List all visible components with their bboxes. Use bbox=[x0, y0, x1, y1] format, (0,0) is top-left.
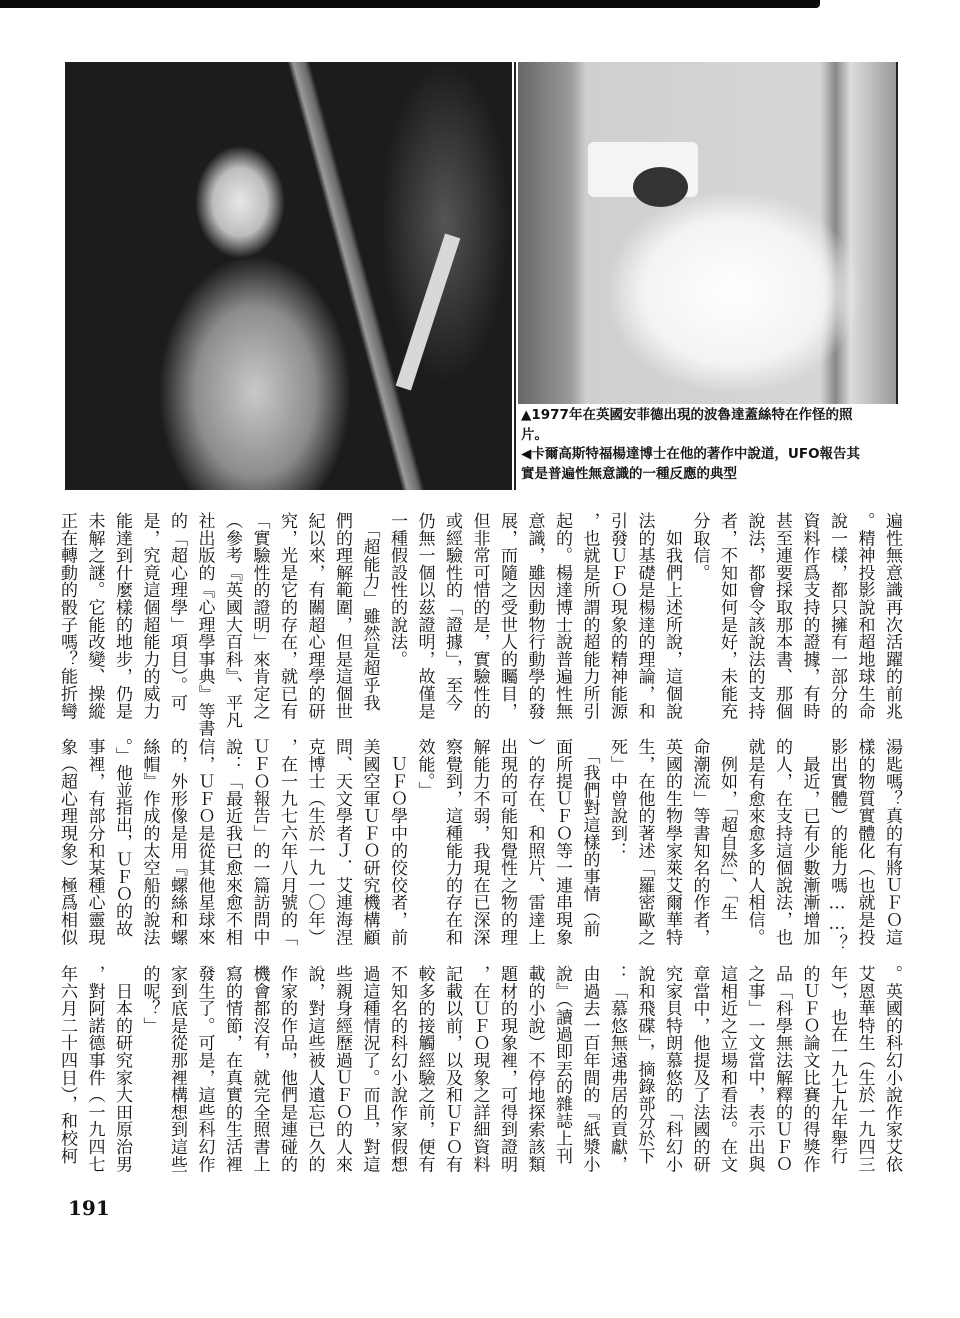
text-column: 解能力不弱，我現在已深深 bbox=[469, 738, 490, 946]
text-column: 過這種情況了。而且，對這 bbox=[359, 965, 380, 1173]
text-column: 之事」一文當中，表示出與 bbox=[744, 965, 765, 1173]
text-column: 寫的情節，在真實的生活裡 bbox=[222, 965, 242, 1173]
text-column: 發生了。可是，這些科幻作 bbox=[194, 965, 215, 1173]
photo-man-reading bbox=[65, 62, 512, 490]
text-column: ＵＦＯ學中的佼佼者，前 bbox=[387, 738, 407, 946]
text-column: 社出版的『心理學事典』等書 bbox=[194, 512, 215, 737]
text-column: 載的小說）不停地探索該類 bbox=[524, 965, 545, 1173]
text-column: 說：「最近我已愈來愈不相 bbox=[222, 738, 242, 946]
text-column: 就是有愈來愈多的人相信。 bbox=[744, 738, 765, 946]
text-column: ：「慕悠無遠弗居的貢獻， bbox=[607, 965, 627, 1173]
text-column: 年六月二十四日），和校柯 bbox=[57, 965, 77, 1165]
text-column: 甚至連要採取那本書、那個 bbox=[772, 512, 792, 720]
photo-captions bbox=[521, 406, 861, 484]
text-column: ，在ＵＦＯ現象之詳細資料 bbox=[469, 965, 490, 1173]
text-column: 絲帽』作成的太空船的說法 bbox=[139, 738, 160, 946]
text-column: 究，光是它的存在，就已有 bbox=[277, 512, 297, 720]
text-column: 作家的作品，他們是連碰的 bbox=[277, 965, 297, 1173]
text-column: 記載以前，以及和ＵＦＯ有 bbox=[442, 965, 462, 1173]
text-column: ，也就是所謂的超能力所引 bbox=[579, 512, 600, 720]
text-column: 「超能力」雖然是超乎我 bbox=[359, 512, 380, 712]
text-column: 未解之謎。它能改變、操縱 bbox=[84, 512, 105, 720]
page-number: 191 bbox=[68, 1196, 110, 1220]
text-column: 能達到什麼樣的地步，仍是 bbox=[112, 512, 132, 720]
text-column: 「我們對這樣的事情（前 bbox=[579, 738, 600, 938]
text-column: 是，究竟這個超能力的威力 bbox=[139, 512, 160, 720]
text-column: 法的基礎是楊達的理論，和 bbox=[634, 512, 655, 720]
text-column: 。精神投影說和超地球生命 bbox=[854, 512, 875, 720]
text-column: ＵＦＯ報告」的一篇訪問中 bbox=[249, 738, 270, 946]
text-column: 但非常可惜的是，實驗性的 bbox=[469, 512, 490, 720]
text-column: 的人，在支持這個說法，也 bbox=[772, 738, 792, 946]
text-column: 說一樣，都只擁有一部分的 bbox=[827, 512, 847, 720]
text-column: 的，外形像是用『螺絲和螺 bbox=[167, 738, 187, 946]
text-column: ）的存在、和照片、雷達上 bbox=[524, 738, 545, 946]
text-column: 效能。」 bbox=[414, 738, 435, 799]
text-column: 的ＵＦＯ論文比賽的得獎作 bbox=[799, 965, 820, 1173]
text-column: 「實驗性的證明」來肯定之 bbox=[249, 512, 270, 720]
top-rule bbox=[0, 0, 820, 8]
text-tier-3 bbox=[53, 965, 905, 1190]
text-column: 美國空軍ＵＦＯ研究機構顧 bbox=[359, 738, 380, 946]
text-column: 引發ＵＦＯ現象的精神能源 bbox=[607, 512, 627, 720]
text-column: 家到底是從那裡構想到這些 bbox=[167, 965, 187, 1173]
text-column: 們的理解範圍，但是這個世 bbox=[332, 512, 352, 720]
text-column: 事裡，有部分和某種心靈現 bbox=[84, 738, 105, 946]
text-column: 死」中曾說到： bbox=[607, 738, 627, 860]
text-column: 不知名的科幻小說作家假想 bbox=[387, 965, 407, 1173]
text-column: 如我們上述所說，這個說 bbox=[662, 512, 682, 720]
text-column: 機會都沒有，就完全照書上 bbox=[249, 965, 270, 1173]
text-column: 問、天文學者Ｊ．艾連海涅 bbox=[332, 738, 352, 946]
text-column: 出現的可能知覺性之物的理 bbox=[497, 738, 517, 946]
caption-top-photo: ▲1977年在英國安菲德出現的波魯達蓋絲特在作怪的照片。 bbox=[521, 407, 853, 443]
text-tier-1 bbox=[53, 512, 905, 737]
text-column: 樣的物質實體化（也就是投 bbox=[854, 738, 875, 946]
text-column: 湯匙嗎？真的有將ＵＦＯ這 bbox=[882, 738, 902, 946]
text-column: 究家貝特朗慕悠的「科幻小 bbox=[662, 965, 682, 1173]
text-column: 章當中，他提及了法國的研 bbox=[689, 965, 710, 1173]
text-column: 仍無一個以茲證明，故僅是 bbox=[414, 512, 435, 720]
text-column: 一種假設性的說法。 bbox=[387, 512, 407, 668]
text-column: 艾恩華特生（生於一九四三 bbox=[854, 965, 875, 1173]
text-column: 紀以來，有關超心理學的研 bbox=[304, 512, 325, 720]
text-column: 。」他並指出，ＵＦＯ的故 bbox=[112, 738, 132, 938]
text-column: 的呢？」 bbox=[139, 965, 160, 1035]
text-column: 象（超心理現象）極爲相似 bbox=[57, 738, 77, 946]
photo-detail bbox=[396, 233, 461, 390]
text-column: 些親身經歷過ＵＦＯ的人來 bbox=[332, 965, 352, 1173]
text-column: 影出實體）的能力嗎……？ bbox=[827, 738, 847, 952]
photo-bed bbox=[518, 62, 898, 404]
text-column: 分取信。 bbox=[689, 512, 710, 582]
text-column: 面所提ＵＦＯ等一連串現象 bbox=[552, 738, 572, 946]
text-column: 。英國的科幻小說作家艾依 bbox=[882, 965, 902, 1173]
text-column: 最近，已有少數漸漸增加 bbox=[799, 738, 820, 946]
text-column: 意識，雖因動物行動學的發 bbox=[524, 512, 545, 720]
text-column: 題材的現象裡，可得到證明 bbox=[497, 965, 517, 1173]
photo-divider bbox=[514, 62, 516, 490]
text-column: 生，在他的著述「羅密歐之 bbox=[634, 738, 655, 946]
text-column: 由過去一百年間的『紙漿小 bbox=[579, 965, 600, 1173]
text-column: 較多的接觸經驗之前，便有 bbox=[414, 965, 435, 1173]
text-column: 正在轉動的骰子嗎？能折彎 bbox=[57, 512, 77, 720]
text-column: 察覺到，這種能力的存在和 bbox=[442, 738, 462, 946]
text-column: 的「超心理學」項目）。可 bbox=[167, 512, 187, 712]
text-column: 遍性無意識再次活躍的前兆 bbox=[882, 512, 902, 720]
text-column: 展，而隨之受世人的矚目， bbox=[497, 512, 517, 720]
text-column: 者，不知如何是好，未能充 bbox=[717, 512, 737, 720]
text-tier-2 bbox=[53, 738, 905, 958]
text-column: 說，對這些被人遺忘已久的 bbox=[304, 965, 325, 1173]
photo-detail bbox=[633, 167, 688, 207]
text-column: 說』（讀過即丟的雜誌上刊 bbox=[552, 965, 572, 1165]
text-column: 英國的生物學家萊艾爾華特 bbox=[662, 738, 682, 946]
text-column: ，對阿諾德事件（一九四七 bbox=[84, 965, 105, 1173]
text-column: 品「科學無法解釋的ＵＦＯ bbox=[772, 965, 792, 1173]
text-column: 日本的研究家大田原治男 bbox=[112, 965, 132, 1173]
text-column: 或經驗性的「證據」，至今 bbox=[442, 512, 462, 712]
text-column: 克博士（生於一九一〇年） bbox=[304, 738, 325, 946]
text-column: 年），也在一九七九年舉行 bbox=[827, 965, 847, 1165]
text-column: 命潮流」等書知名的作者， bbox=[689, 738, 710, 946]
text-column: 資料作爲支持的證據，有時 bbox=[799, 512, 820, 720]
text-column: 例如，「超自然」、「生 bbox=[717, 738, 737, 921]
text-column: 這相近之立場和看法。在文 bbox=[717, 965, 737, 1173]
caption-left-photo: ◀卡爾高斯特福楊達博士在他的著作中說道，UFO報告其實是普遍性無意識的一種反應的典型 bbox=[521, 446, 861, 482]
text-column: 說和飛碟」，摘錄部分於下 bbox=[634, 965, 655, 1165]
text-column: 起的。楊達博士說普遍性無 bbox=[552, 512, 572, 720]
text-column: ，在一九七六年八月號的「 bbox=[277, 738, 297, 946]
text-column: 信，ＵＦＯ是從其他星球來 bbox=[194, 738, 215, 946]
text-column: 說法，都會令該說法的支持 bbox=[744, 512, 765, 720]
text-column: （參考『英國大百科』、平凡 bbox=[222, 512, 242, 729]
